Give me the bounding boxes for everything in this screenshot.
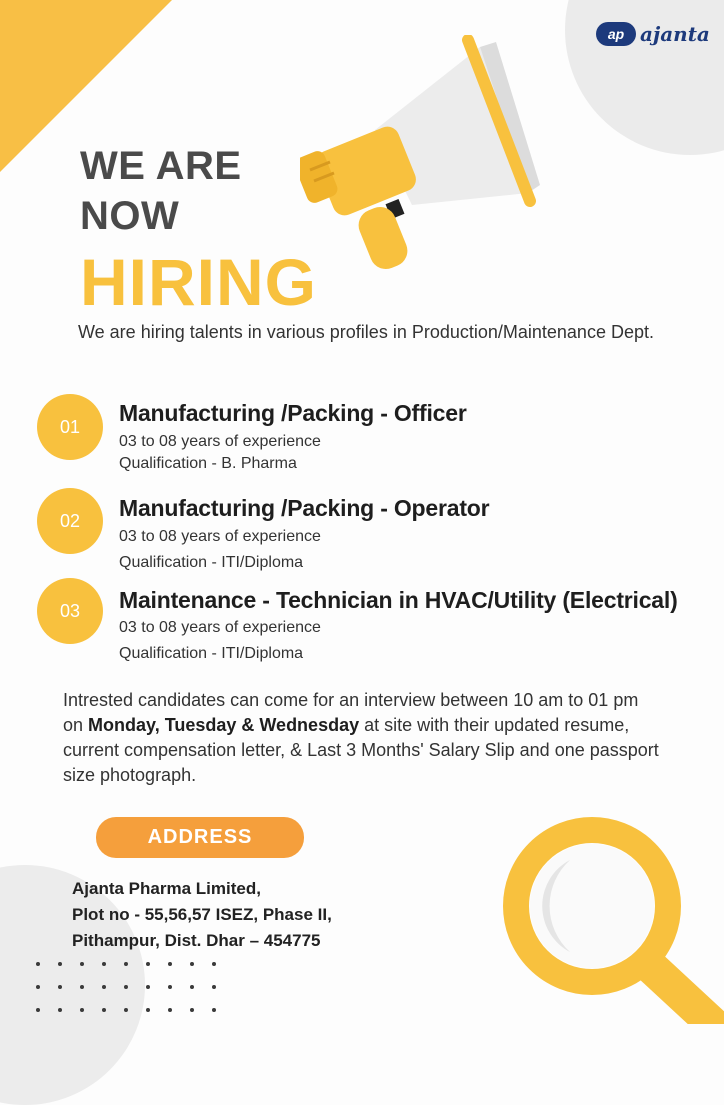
logo-badge: ap xyxy=(596,22,636,46)
job-experience: 03 to 08 years of experience xyxy=(119,433,321,450)
heading-line-1: WE ARE xyxy=(80,144,242,188)
job-number-badge: 02 xyxy=(37,488,103,554)
interview-details xyxy=(63,688,663,788)
address-line-2: Plot no - 55,56,57 ISEZ, Phase II, xyxy=(72,905,332,924)
address-line-3: Pithampur, Dist. Dhar – 454775 xyxy=(72,931,321,950)
heading-line-2: NOW xyxy=(80,194,180,238)
job-number-badge: 03 xyxy=(37,578,103,644)
interview-days: Monday, Tuesday & Wednesday xyxy=(88,715,360,735)
megaphone-icon xyxy=(300,35,550,275)
job-qualification: Qualification - ITI/Diploma xyxy=(119,554,304,571)
job-title: Manufacturing /Packing - Officer xyxy=(119,400,467,426)
address-block xyxy=(72,876,332,954)
job-qualification: Qualification - ITI/Diploma xyxy=(119,645,304,662)
brand-logo xyxy=(596,22,710,46)
job-experience: 03 to 08 years of experience xyxy=(119,619,321,636)
job-qualification: Qualification - B. Pharma xyxy=(119,455,297,472)
job-title: Manufacturing /Packing - Operator xyxy=(119,495,490,521)
job-title: Maintenance - Technician in HVAC/Utility (Electrical) xyxy=(119,587,678,613)
address-button: ADDRESS xyxy=(96,817,304,858)
job-experience: 03 to 08 years of experience xyxy=(119,528,321,545)
address-line-1: Ajanta Pharma Limited, xyxy=(72,879,261,898)
job-number-badge: 01 xyxy=(37,394,103,460)
hiring-title: HIRING xyxy=(80,245,317,319)
magnifier-icon xyxy=(500,808,724,1024)
interview-text-end: at site with their updated resume, current compensation letter, & Last 3 Months' Salary Slip and one passport size photograph. xyxy=(63,715,659,785)
interview-text-start: Intrested candidates can come for an interview between 10 am to 01 pm on xyxy=(63,690,639,735)
dot-pattern xyxy=(36,962,246,1031)
intro-text: We are hiring talents in various profiles in Production/Maintenance Dept. xyxy=(78,322,654,342)
logo-text: ajanta xyxy=(640,22,710,46)
